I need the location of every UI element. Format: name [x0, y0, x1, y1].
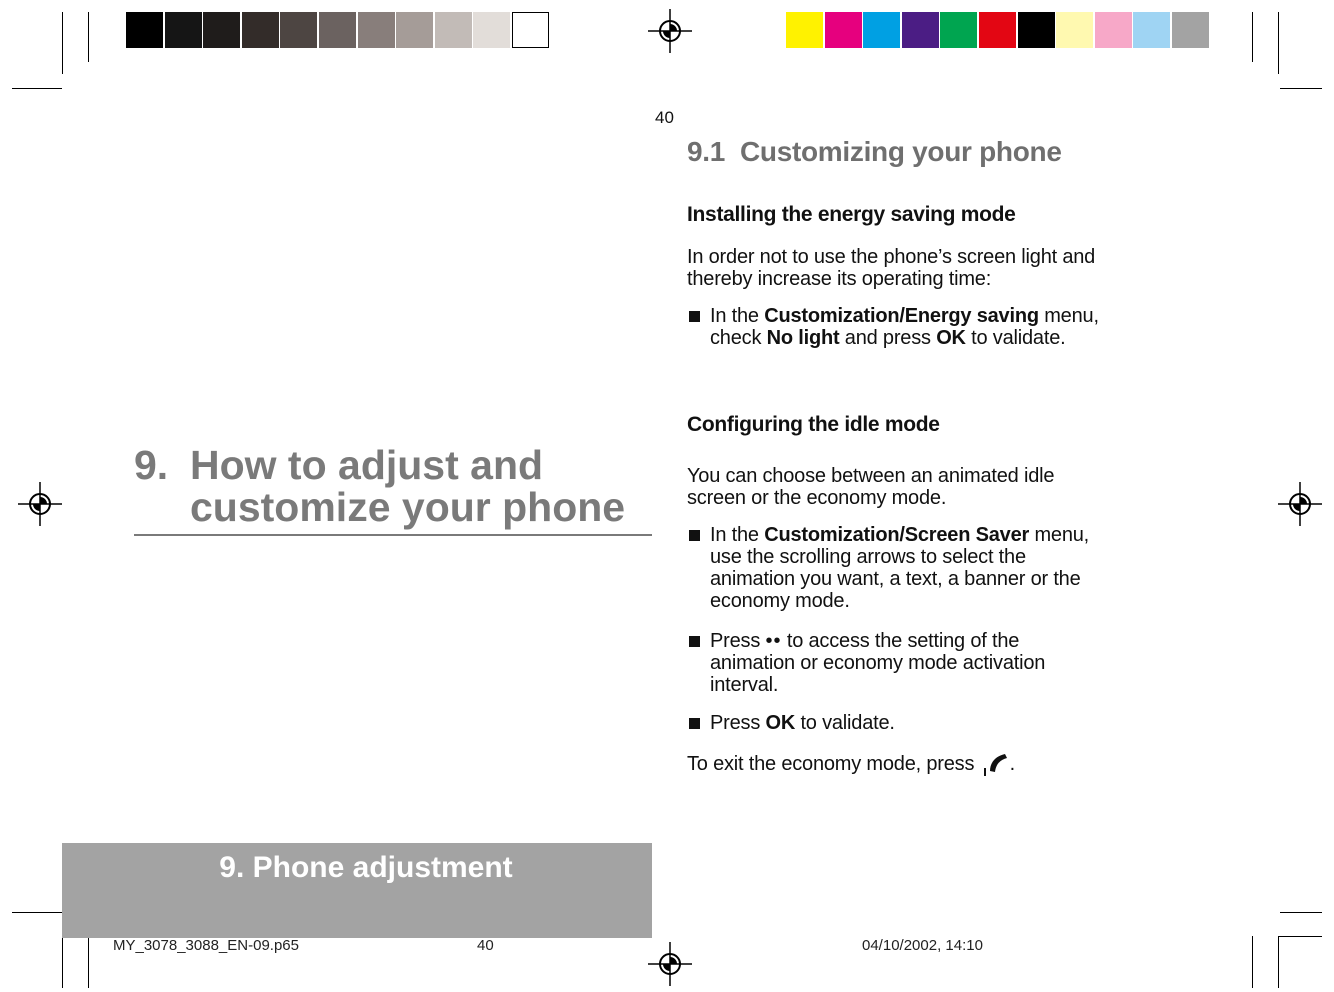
subheading-energy-saving: Installing the energy saving mode [687, 203, 1016, 226]
gray-swatch [280, 12, 317, 48]
slug-page-number: 40 [477, 937, 494, 954]
registration-mark-icon [648, 9, 692, 53]
gray-swatch [319, 12, 356, 48]
color-swatch [1056, 12, 1093, 48]
registration-mark-icon [1278, 482, 1322, 526]
chapter-title-rule [134, 534, 652, 536]
chapter-title-line-1: How to adjust and [190, 442, 544, 488]
handset-icon [980, 748, 1010, 778]
gray-swatch [165, 12, 202, 48]
bullet-square-icon [689, 636, 700, 647]
slug-filename: MY_3078_3088_EN-09.p65 [113, 937, 299, 954]
color-swatch [1133, 12, 1170, 48]
bullet-square-icon [689, 530, 700, 541]
color-swatch [786, 12, 823, 48]
chapter-footer-label: 9. Phone adjustment [219, 851, 513, 884]
slug-datetime: 04/10/2002, 14:10 [862, 937, 983, 954]
menu-path: Customization/Screen Saver [764, 524, 1030, 546]
color-swatch [979, 12, 1016, 48]
chapter-title-line-2: customize your phone [190, 484, 626, 530]
bullet-square-icon [689, 311, 700, 322]
gray-swatch [203, 12, 240, 48]
idle-mode-bullet-2 [687, 630, 1107, 696]
color-swatch [902, 12, 939, 48]
ok-key: OK [765, 712, 796, 734]
gray-swatch [512, 12, 549, 48]
chapter-number: 9. [134, 442, 169, 488]
color-swatch [863, 12, 900, 48]
gray-swatch [473, 12, 510, 48]
color-swatch [1095, 12, 1132, 48]
chapter-title [134, 444, 654, 528]
option-name: No light [766, 327, 840, 349]
color-swatch [940, 12, 977, 48]
energy-saving-intro: In order not to use the phone’s screen light and thereby increase its operating time: [687, 246, 1096, 290]
color-swatch [1172, 12, 1209, 48]
energy-saving-bullet [687, 305, 1107, 349]
bullet-square-icon [689, 718, 700, 729]
gray-swatch [358, 12, 395, 48]
color-swatch [825, 12, 862, 48]
softkey-dots: •• [765, 630, 782, 652]
gray-swatch [126, 12, 163, 48]
gray-swatch [242, 12, 279, 48]
exit-economy-text: To exit the economy mode, press . [687, 748, 1127, 778]
idle-mode-intro: You can choose between an animated idle screen or the economy mode. [687, 465, 1055, 509]
subheading-idle-mode: Configuring the idle mode [687, 413, 940, 436]
section-title: 9.1 Customizing your phone [687, 136, 1062, 167]
ok-key: OK [936, 327, 966, 349]
registration-mark-icon [648, 942, 692, 986]
idle-mode-bullet-3 [687, 712, 1107, 734]
bullet-text: Press •• to access the setting of the animation or economy mode activation interval. [710, 630, 1046, 696]
bullet-text: In the Customization/Energy saving menu, check No light and press OK to validate. [710, 305, 1099, 349]
color-swatch [1018, 12, 1055, 48]
bullet-text: Press OK to validate. [710, 712, 895, 734]
registration-mark-icon [18, 482, 62, 526]
gray-swatch [435, 12, 472, 48]
idle-mode-bullet-1 [687, 524, 1107, 612]
page-number: 40 [655, 108, 674, 127]
chapter-footer-band [62, 843, 652, 938]
bullet-text: In the Customization/Screen Saver menu, use the scrolling arrows to select the animation you want, a text, a banner or the economy mode. [710, 524, 1090, 612]
menu-path: Customization/Energy saving [764, 305, 1039, 327]
gray-swatch [396, 12, 433, 48]
